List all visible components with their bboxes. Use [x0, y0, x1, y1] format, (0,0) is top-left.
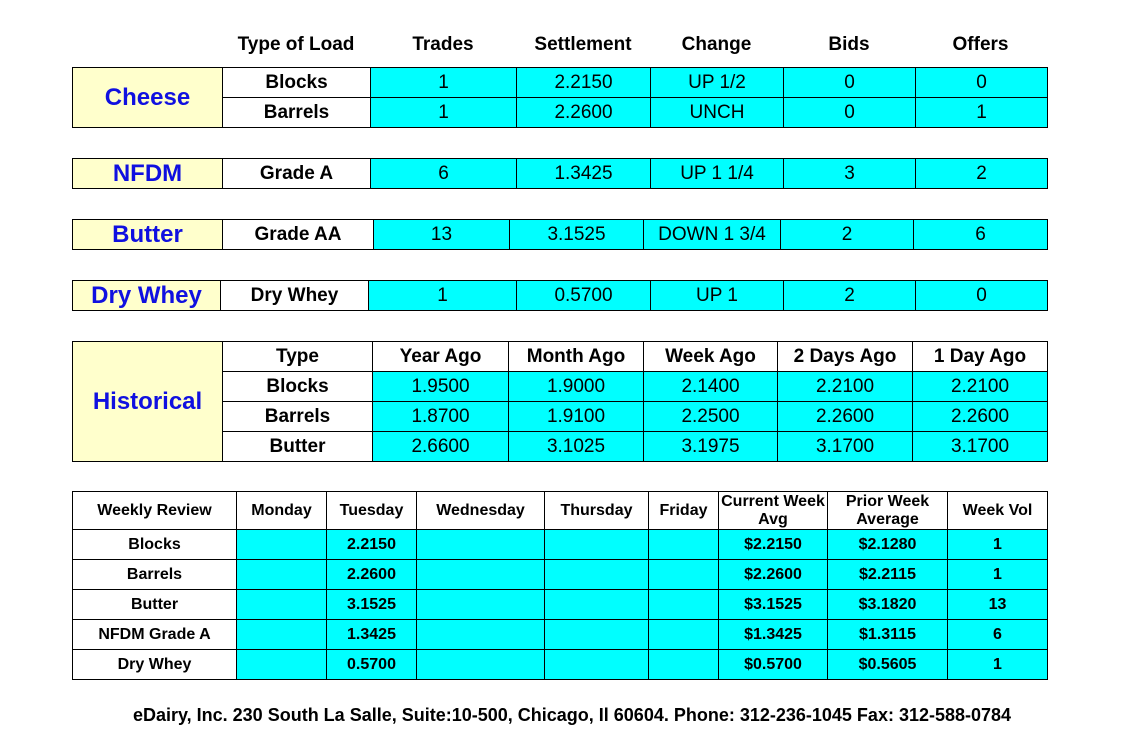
drywhey-table [72, 280, 1048, 311]
week-vol: 6 [948, 620, 1048, 650]
offers-value: 0 [916, 281, 1048, 311]
offers-value: 2 [916, 159, 1048, 189]
price-value: 1.8700 [373, 402, 509, 432]
row-label: NFDM Grade A [73, 620, 237, 650]
bids-value: 0 [784, 68, 916, 98]
row-label: Barrels [223, 402, 373, 432]
column-header: Monday [237, 492, 327, 530]
tuesday-value: 1.3425 [327, 620, 417, 650]
settlement-value: 3.1525 [510, 220, 644, 250]
price-value: 3.1700 [778, 432, 913, 462]
price-value: 2.6600 [373, 432, 509, 462]
column-header: 1 Day Ago [913, 342, 1048, 372]
load-type: Blocks [223, 68, 371, 98]
change-value: UP 1/2 [651, 68, 784, 98]
category-butter: Butter [73, 220, 223, 250]
trades-value: 1 [371, 98, 517, 128]
friday-value [649, 650, 719, 680]
tuesday-value: 2.2600 [327, 560, 417, 590]
tuesday-value: 3.1525 [327, 590, 417, 620]
row-label: Dry Whey [73, 650, 237, 680]
company-footer: eDairy, Inc. 230 South La Salle, Suite:10-500, Chicago, Il 60604. Phone: 312-236-1045 Fax: 312-588-0784 [132, 705, 1012, 725]
price-value: 2.2100 [913, 372, 1048, 402]
load-type: Barrels [223, 98, 371, 128]
thursday-value [545, 530, 649, 560]
week-vol: 1 [948, 530, 1048, 560]
column-header: Week Ago [644, 342, 778, 372]
header-offers: Offers [952, 34, 1009, 55]
trades-value: 13 [374, 220, 510, 250]
header-trades: Trades [412, 34, 474, 55]
column-header: Month Ago [509, 342, 644, 372]
weekly-review-table [72, 491, 1048, 680]
week-vol: 13 [948, 590, 1048, 620]
wednesday-value [417, 620, 545, 650]
column-header: Current Week Avg [719, 492, 828, 530]
friday-value [649, 620, 719, 650]
wednesday-value [417, 650, 545, 680]
bids-value: 2 [784, 281, 916, 311]
current-week-avg: $3.1525 [719, 590, 828, 620]
monday-value [237, 620, 327, 650]
monday-value [237, 650, 327, 680]
trades-value: 1 [371, 68, 517, 98]
category-cheese: Cheese [73, 68, 223, 128]
row-label: Butter [73, 590, 237, 620]
thursday-value [545, 620, 649, 650]
category-historical: Historical [73, 342, 223, 462]
wednesday-value [417, 530, 545, 560]
header-type-of-load: Type of Load [237, 34, 355, 55]
change-value: UP 1 [651, 281, 784, 311]
current-week-avg: $1.3425 [719, 620, 828, 650]
tuesday-value: 2.2150 [327, 530, 417, 560]
table-row [73, 68, 1048, 98]
column-header: Wednesday [417, 492, 545, 530]
price-value: 1.9000 [509, 372, 644, 402]
column-header: Prior Week Average [828, 492, 948, 530]
table-header-row [73, 492, 1048, 530]
friday-value [649, 560, 719, 590]
price-value: 3.1025 [509, 432, 644, 462]
historical-table [72, 341, 1048, 462]
bids-value: 3 [784, 159, 916, 189]
price-value: 2.2600 [778, 402, 913, 432]
bids-value: 0 [784, 98, 916, 128]
monday-value [237, 560, 327, 590]
trades-value: 1 [369, 281, 517, 311]
load-type: Grade AA [223, 220, 374, 250]
table-row [73, 560, 1048, 590]
thursday-value [545, 650, 649, 680]
category-nfdm: NFDM [73, 159, 223, 189]
thursday-value [545, 590, 649, 620]
change-value: DOWN 1 3/4 [644, 220, 781, 250]
table-row [73, 530, 1048, 560]
column-header: Weekly Review [73, 492, 237, 530]
friday-value [649, 530, 719, 560]
price-value: 1.9100 [509, 402, 644, 432]
column-header: Type [223, 342, 373, 372]
trades-value: 6 [371, 159, 517, 189]
bids-value: 2 [781, 220, 914, 250]
header-change: Change [681, 34, 752, 55]
settlement-value: 2.2150 [517, 68, 651, 98]
table-row [73, 650, 1048, 680]
friday-value [649, 590, 719, 620]
prior-week-avg: $0.5605 [828, 650, 948, 680]
price-value: 2.2500 [644, 402, 778, 432]
current-week-avg: $0.5700 [719, 650, 828, 680]
offers-value: 6 [914, 220, 1048, 250]
price-value: 2.2100 [778, 372, 913, 402]
column-header: 2 Days Ago [778, 342, 913, 372]
monday-value [237, 530, 327, 560]
change-value: UNCH [651, 98, 784, 128]
price-value: 3.1700 [913, 432, 1048, 462]
monday-value [237, 590, 327, 620]
butter-table [72, 219, 1048, 250]
nfdm-table [72, 158, 1048, 189]
row-label: Barrels [73, 560, 237, 590]
header-bids: Bids [828, 34, 870, 55]
price-value: 1.9500 [373, 372, 509, 402]
wednesday-value [417, 590, 545, 620]
cheese-table [72, 67, 1048, 128]
wednesday-value [417, 560, 545, 590]
table-row [73, 590, 1048, 620]
prior-week-avg: $2.1280 [828, 530, 948, 560]
settlement-value: 2.2600 [517, 98, 651, 128]
prior-week-avg: $1.3115 [828, 620, 948, 650]
offers-value: 1 [916, 98, 1048, 128]
table-row [73, 281, 1048, 311]
offers-value: 0 [916, 68, 1048, 98]
price-value: 2.2600 [913, 402, 1048, 432]
table-row [73, 159, 1048, 189]
table-row [73, 620, 1048, 650]
column-header: Tuesday [327, 492, 417, 530]
table-row [73, 342, 1048, 372]
column-header: Week Vol [948, 492, 1048, 530]
tuesday-value: 0.5700 [327, 650, 417, 680]
week-vol: 1 [948, 560, 1048, 590]
settlement-value: 0.5700 [517, 281, 651, 311]
price-value: 3.1975 [644, 432, 778, 462]
load-type: Dry Whey [221, 281, 369, 311]
column-header: Year Ago [373, 342, 509, 372]
prior-week-avg: $3.1820 [828, 590, 948, 620]
table-row [73, 220, 1048, 250]
row-label: Blocks [73, 530, 237, 560]
column-header: Friday [649, 492, 719, 530]
row-label: Blocks [223, 372, 373, 402]
change-value: UP 1 1/4 [651, 159, 784, 189]
header-settlement: Settlement [534, 34, 632, 55]
prior-week-avg: $2.2115 [828, 560, 948, 590]
week-vol: 1 [948, 650, 1048, 680]
column-header: Thursday [545, 492, 649, 530]
current-week-avg: $2.2600 [719, 560, 828, 590]
thursday-value [545, 560, 649, 590]
price-value: 2.1400 [644, 372, 778, 402]
row-label: Butter [223, 432, 373, 462]
load-type: Grade A [223, 159, 371, 189]
current-week-avg: $2.2150 [719, 530, 828, 560]
category-dry-whey: Dry Whey [73, 281, 221, 311]
settlement-value: 1.3425 [517, 159, 651, 189]
